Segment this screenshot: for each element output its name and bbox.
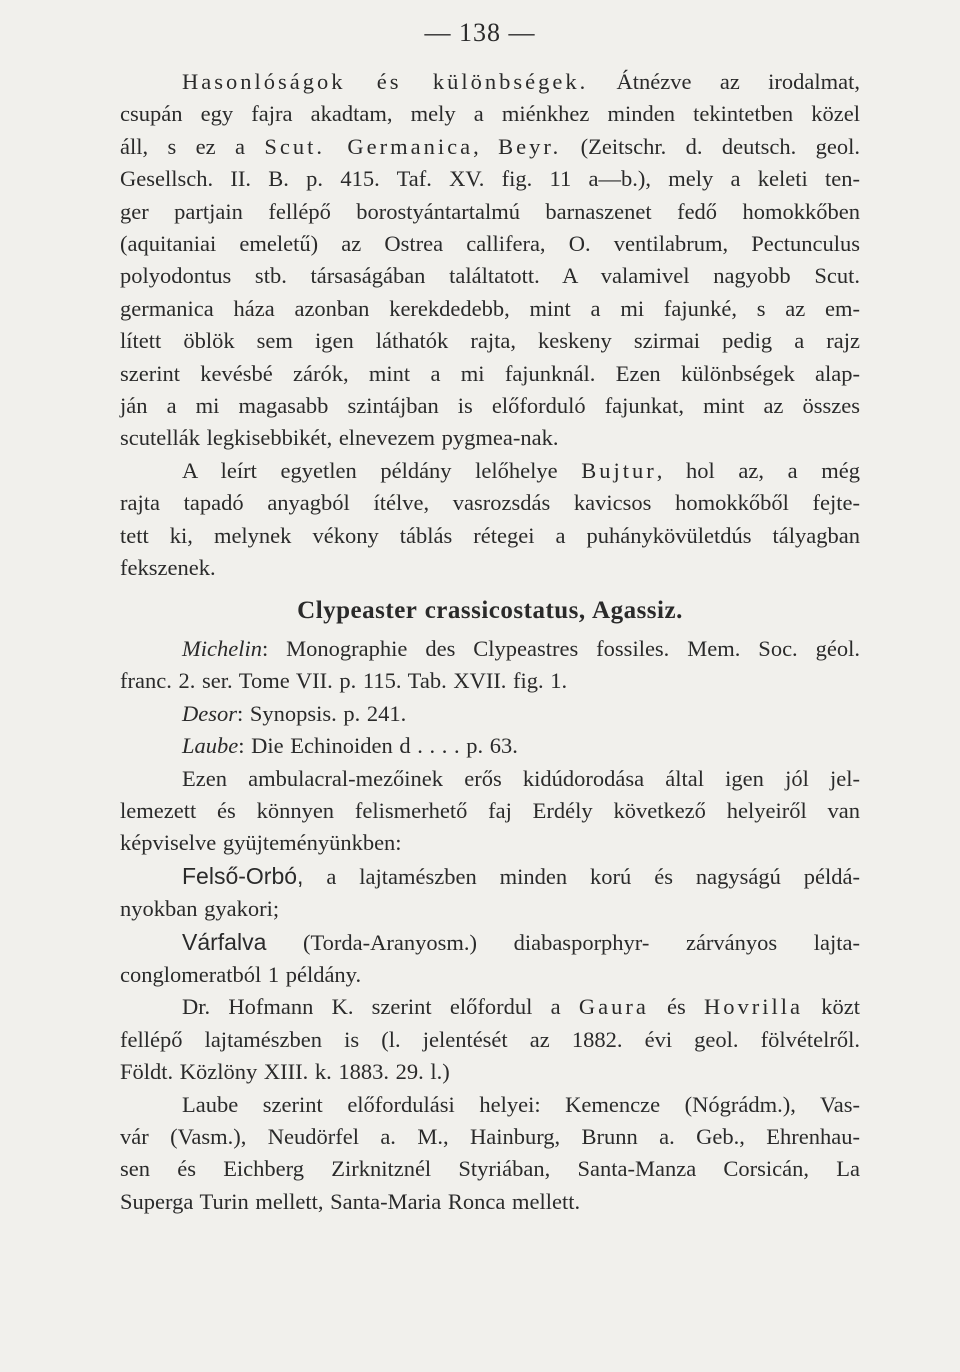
text-span: (Torda-Aranyosm.) diabasporphyr- zárványos lajta- [266, 929, 860, 955]
body-text [120, 66, 860, 1218]
text-span: , hol az, a még [656, 457, 861, 483]
paragraph-line [120, 131, 860, 163]
reference-author: Laube [182, 733, 239, 759]
paragraph-line: polyodontus stb. társaságában találtatott. A valamivel nagyobb Scut. [120, 263, 860, 289]
reference-line: franc. 2. ser. Tome VII. p. 115. Tab. XVII. fig. 1. [120, 668, 568, 694]
reference-text: : Synopsis. p. 241. [237, 700, 407, 726]
text-span: A leírt egyetlen példány lelőhelye [182, 457, 582, 483]
paragraph-line: tett ki, melynek vékony táblás rétegei a puhánykövületdús tályagban [120, 522, 860, 548]
paragraph-line: (aquitaniai emeletű) az Ostrea callifera, O. ventilabrum, Pectunculus [120, 231, 860, 257]
paragraph-line: germanica háza azonban kerekdedebb, mint a mi fajunké, s az em- [120, 295, 860, 321]
paragraph-line: sen és Eichberg Zirknitznél Styriában, Santa-Manza Corsicán, La [120, 1156, 860, 1182]
reference-author: Michelin [182, 635, 262, 661]
paragraph-line: rajta tapadó anyagból ítélve, vasrozsdás kavicsos homokkőből fejte- [120, 490, 860, 516]
paragraph-line: képviselve gyüjteményünkben: [120, 830, 402, 856]
reference-line [120, 730, 860, 762]
text-span: Dr. Hofmann K. szerint előfordul a [182, 994, 579, 1020]
paragraph-line: Laube szerint előfordulási helyei: Kemencze (Nógrádm.), Vas- [182, 1091, 860, 1117]
text-span: közt [803, 994, 860, 1020]
page-number: — 138 — [424, 18, 536, 47]
paragraph-line [120, 991, 860, 1023]
paragraph-line: conglomeratból 1 példány. [120, 961, 362, 987]
species-heading: Clypeaster crassicostatus, Agassiz. [297, 596, 683, 624]
text-span: (Zeitschr. d. deutsch. geol. [561, 133, 860, 159]
reference-text: : Monographie des Clypeastres fossiles. Mem. Soc. géol. [261, 635, 860, 661]
paragraph-line: nyokban gyakori; [120, 896, 280, 922]
paragraph-line: fellépő lajtamészben is (l. jelentését az 1882. évi geol. fölvételről. [120, 1026, 860, 1052]
locality-name: Várfalva [182, 928, 267, 955]
paragraph-line: Gesellsch. II. B. p. 415. Taf. XV. fig. 11 a—b.), mely a keleti ten- [120, 166, 860, 192]
locality-name: Bujtur [581, 457, 657, 483]
paragraph-line: ger partjain fellépő borostyántartalmú barnaszenet fedő homokkőben [120, 198, 860, 224]
text-span: áll, s ez a [120, 133, 265, 159]
author-name: Beyr. [498, 133, 562, 159]
paragraph-line: Ezen ambulacral-mezőinek erős kidúdorodása által igen jól jel- [182, 765, 860, 791]
text-span: a lajtamészben minden korú és nagyságú példá- [303, 863, 860, 889]
taxon-name: Scut. Germanica [264, 133, 474, 159]
paragraph-line: lített öblök sem igen láthatók rajta, keskeny szirmai pedig a rajz [120, 328, 860, 354]
paragraph-line: scutellák legkisebbikét, elnevezem pygmea-nak. [120, 425, 559, 451]
locality-name: Hovrilla [704, 994, 804, 1020]
reference-line [120, 633, 860, 665]
paragraph-line: ján a mi magasabb szintájban is előforduló fajunkat, mint az összes [120, 393, 860, 419]
text-span: és [648, 994, 705, 1020]
text-span: , [473, 133, 499, 159]
paragraph-line: Földt. Közlöny XIII. k. 1883. 29. l.) [120, 1059, 450, 1085]
paragraph-line [120, 860, 860, 893]
paragraph-line: fekszenek. [120, 555, 216, 581]
text-span: Átnézve az irodalmat, [588, 69, 860, 94]
locality-name: Gaura [578, 994, 649, 1020]
reference-line [120, 698, 860, 730]
paragraph-line: szerint kevésbé zárók, mint a mi fajunknál. Ezen különbségek alap- [120, 360, 860, 386]
paragraph-line [120, 455, 860, 487]
paragraph-line: csupán egy fajra akadtam, mely a miénkhez minden tekintetben közel [120, 101, 860, 127]
reference-text: : Die Echinoiden d . . . . p. 63. [238, 733, 518, 759]
reference-author: Desor [182, 700, 237, 726]
paragraph-line [120, 66, 860, 98]
paragraph-line [120, 926, 860, 959]
paragraph-line: lemezett és könnyen felismerhető faj Erdély következő helyeiről van [120, 797, 860, 823]
paragraph-line: vár (Vasm.), Neudörfel a. M., Hainburg, Brunn a. Geb., Ehrenhau- [120, 1124, 860, 1149]
locality-name: Felső-Orbó, [182, 862, 304, 889]
section-label: Hasonlóságok és különbségek. [182, 69, 589, 94]
paragraph-line: Superga Turin mellett, Santa-Maria Ronca mellett. [120, 1188, 581, 1214]
